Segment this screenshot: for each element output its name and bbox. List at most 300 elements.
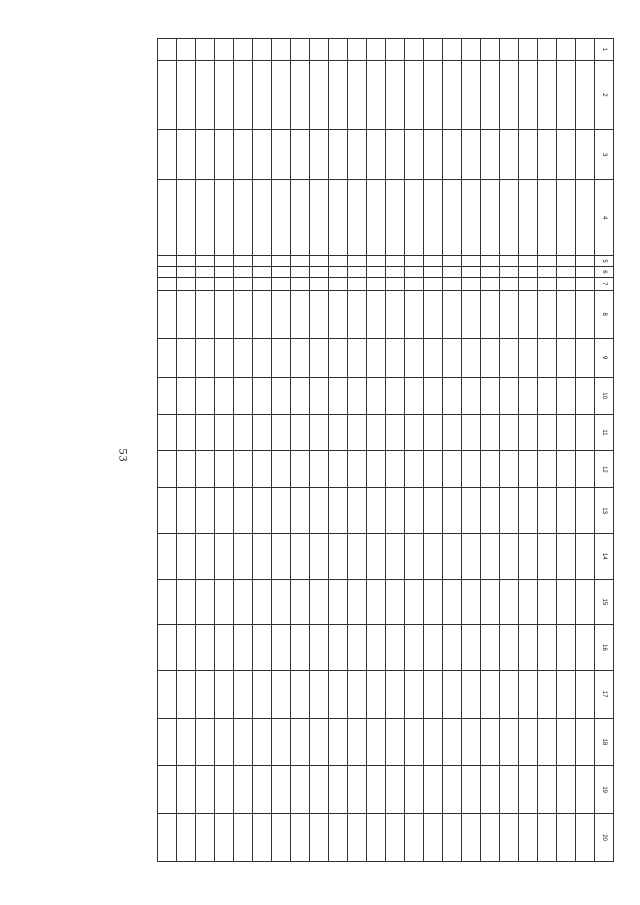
table-cell <box>291 277 310 290</box>
table-cell <box>310 579 329 625</box>
table-cell <box>215 256 234 267</box>
table-cell <box>310 814 329 862</box>
table-cell <box>348 377 367 414</box>
table-cell <box>576 814 595 862</box>
table-cell <box>443 277 462 290</box>
table-cell <box>519 130 538 180</box>
table-cell <box>291 256 310 267</box>
table-cell <box>443 625 462 671</box>
table-cell <box>519 625 538 671</box>
table-cell <box>519 377 538 414</box>
table-cell <box>519 266 538 277</box>
table-cell <box>196 670 215 718</box>
table-cell <box>538 180 557 256</box>
table-cell <box>481 533 500 579</box>
table-cell <box>329 533 348 579</box>
column-number-16: 16 <box>595 625 614 671</box>
table-cell <box>234 414 253 451</box>
table-cell <box>462 625 481 671</box>
table-cell <box>329 625 348 671</box>
table-cell <box>481 814 500 862</box>
table-cell <box>291 338 310 377</box>
table-cell <box>177 377 196 414</box>
table-cell <box>272 488 291 534</box>
table-cell <box>310 625 329 671</box>
table-cell <box>557 266 576 277</box>
table-cell <box>519 451 538 488</box>
table-cell <box>405 377 424 414</box>
table-cell <box>215 39 234 61</box>
table-cell <box>272 266 291 277</box>
table-cell <box>519 488 538 534</box>
table-cell <box>538 414 557 451</box>
table-cell <box>443 414 462 451</box>
table-cell <box>462 266 481 277</box>
table-cell <box>253 290 272 338</box>
table-cell <box>158 718 177 766</box>
table-cell <box>348 338 367 377</box>
table-cell <box>158 533 177 579</box>
column-number-1: 1 <box>595 39 614 61</box>
table-cell <box>253 533 272 579</box>
table-cell <box>519 256 538 267</box>
table-cell <box>443 488 462 534</box>
table-cell <box>348 256 367 267</box>
table-cell <box>386 277 405 290</box>
table-cell <box>500 670 519 718</box>
table-cell <box>158 256 177 267</box>
table-cell <box>481 579 500 625</box>
table-cell <box>462 718 481 766</box>
table-cell <box>500 256 519 267</box>
table-row <box>253 39 272 862</box>
table-cell <box>367 130 386 180</box>
table-cell <box>481 625 500 671</box>
table-cell <box>424 533 443 579</box>
table-cell <box>519 579 538 625</box>
table-cell <box>386 180 405 256</box>
table-cell <box>329 766 348 814</box>
table-cell <box>215 130 234 180</box>
table-cell <box>253 414 272 451</box>
table-cell <box>500 290 519 338</box>
table-cell <box>272 451 291 488</box>
table-cell <box>348 277 367 290</box>
column-number-10: 10 <box>595 377 614 414</box>
table-cell <box>291 414 310 451</box>
table-cell <box>367 766 386 814</box>
table-cell <box>424 814 443 862</box>
table-cell <box>196 338 215 377</box>
table-cell <box>386 670 405 718</box>
table-cell <box>443 718 462 766</box>
table-cell <box>405 718 424 766</box>
table-cell <box>386 814 405 862</box>
table-body <box>158 39 595 862</box>
table-row <box>348 39 367 862</box>
table-cell <box>405 39 424 61</box>
table-row <box>272 39 291 862</box>
table-cell <box>481 377 500 414</box>
table-cell <box>557 180 576 256</box>
table-cell <box>196 625 215 671</box>
column-number-14: 14 <box>595 533 614 579</box>
table-row <box>367 39 386 862</box>
table-cell <box>576 533 595 579</box>
table-cell <box>158 670 177 718</box>
table-cell <box>367 377 386 414</box>
table-cell <box>386 39 405 61</box>
table-cell <box>234 377 253 414</box>
table-cell <box>538 488 557 534</box>
table-cell <box>177 579 196 625</box>
table-cell <box>557 625 576 671</box>
table-cell <box>177 266 196 277</box>
column-number-20: 20 <box>595 814 614 862</box>
table-cell <box>443 130 462 180</box>
table-cell <box>329 414 348 451</box>
table-cell <box>443 39 462 61</box>
table-cell <box>557 39 576 61</box>
table-cell <box>291 60 310 129</box>
table-cell <box>500 625 519 671</box>
table-cell <box>367 625 386 671</box>
table-cell <box>557 277 576 290</box>
table-cell <box>310 377 329 414</box>
column-number-19: 19 <box>595 766 614 814</box>
table-cell <box>310 277 329 290</box>
table-cell <box>177 488 196 534</box>
column-number-18: 18 <box>595 718 614 766</box>
table-cell <box>462 579 481 625</box>
table-cell <box>158 414 177 451</box>
table-cell <box>310 533 329 579</box>
table-cell <box>500 277 519 290</box>
table-cell <box>386 256 405 267</box>
table-cell <box>253 39 272 61</box>
table-cell <box>348 414 367 451</box>
table-cell <box>500 338 519 377</box>
table-cell <box>443 377 462 414</box>
table-cell <box>329 338 348 377</box>
table-cell <box>253 130 272 180</box>
table-cell <box>215 290 234 338</box>
table-cell <box>158 266 177 277</box>
table-cell <box>424 256 443 267</box>
table-cell <box>367 266 386 277</box>
table-cell <box>158 488 177 534</box>
table-cell <box>158 277 177 290</box>
table-cell <box>196 814 215 862</box>
table-cell <box>481 670 500 718</box>
table-cell <box>177 60 196 129</box>
table-cell <box>196 579 215 625</box>
table-cell <box>215 814 234 862</box>
table-cell <box>253 338 272 377</box>
table-cell <box>234 180 253 256</box>
table-cell <box>215 377 234 414</box>
table-cell <box>272 766 291 814</box>
table-cell <box>348 451 367 488</box>
column-number-11: 11 <box>595 414 614 451</box>
table-cell <box>253 377 272 414</box>
table-cell <box>557 766 576 814</box>
table-cell <box>500 180 519 256</box>
table-row <box>329 39 348 862</box>
table-cell <box>272 277 291 290</box>
table-cell <box>367 277 386 290</box>
table-cell <box>576 266 595 277</box>
table-cell <box>462 277 481 290</box>
table-cell <box>310 130 329 180</box>
table-cell <box>405 670 424 718</box>
table-cell <box>519 533 538 579</box>
table-cell <box>177 414 196 451</box>
table-cell <box>386 290 405 338</box>
table-cell <box>291 130 310 180</box>
table-cell <box>272 670 291 718</box>
table-row <box>557 39 576 862</box>
table-cell <box>310 39 329 61</box>
table-cell <box>538 625 557 671</box>
table-cell <box>462 670 481 718</box>
table-cell <box>462 488 481 534</box>
table-cell <box>234 670 253 718</box>
table-cell <box>481 488 500 534</box>
table-cell <box>386 579 405 625</box>
table-cell <box>538 39 557 61</box>
table-cell <box>158 377 177 414</box>
table-cell <box>253 277 272 290</box>
table-cell <box>519 718 538 766</box>
table-cell <box>424 766 443 814</box>
table-cell <box>158 625 177 671</box>
table-cell <box>538 579 557 625</box>
table-cell <box>348 130 367 180</box>
table-cell <box>310 670 329 718</box>
table-cell <box>310 766 329 814</box>
table-cell <box>424 290 443 338</box>
table-cell <box>538 60 557 129</box>
table-cell <box>424 338 443 377</box>
table-cell <box>177 718 196 766</box>
table-cell <box>500 414 519 451</box>
table-cell <box>386 130 405 180</box>
table-row <box>215 39 234 862</box>
table-cell <box>576 39 595 61</box>
table-cell <box>519 670 538 718</box>
table-cell <box>557 488 576 534</box>
table-cell <box>424 670 443 718</box>
table-cell <box>557 814 576 862</box>
table-cell <box>329 290 348 338</box>
table-cell <box>405 338 424 377</box>
table-cell <box>253 579 272 625</box>
table-cell <box>253 256 272 267</box>
table-cell <box>500 130 519 180</box>
table-cell <box>291 670 310 718</box>
table-cell <box>538 130 557 180</box>
table-cell <box>329 718 348 766</box>
table-cell <box>481 256 500 267</box>
table-cell <box>519 180 538 256</box>
table-cell <box>405 579 424 625</box>
column-number-13: 13 <box>595 488 614 534</box>
table-row <box>234 39 253 862</box>
table-cell <box>500 60 519 129</box>
table-cell <box>234 579 253 625</box>
table-cell <box>177 533 196 579</box>
table-cell <box>158 579 177 625</box>
table-cell <box>253 670 272 718</box>
table-cell <box>576 488 595 534</box>
table-cell <box>405 130 424 180</box>
table-cell <box>576 60 595 129</box>
table-cell <box>424 488 443 534</box>
table-cell <box>234 256 253 267</box>
table-cell <box>538 338 557 377</box>
table-cell <box>272 338 291 377</box>
table-cell <box>443 290 462 338</box>
table-cell <box>557 290 576 338</box>
table-cell <box>215 533 234 579</box>
column-number-7: 7 <box>595 277 614 290</box>
table-cell <box>481 277 500 290</box>
table-cell <box>424 180 443 256</box>
table-cell <box>310 414 329 451</box>
table-cell <box>443 338 462 377</box>
table-cell <box>367 488 386 534</box>
table-cell <box>443 180 462 256</box>
table-cell <box>196 39 215 61</box>
table-cell <box>253 718 272 766</box>
table-cell <box>519 338 538 377</box>
table-cell <box>500 451 519 488</box>
table-cell <box>367 814 386 862</box>
table-cell <box>158 290 177 338</box>
table-cell <box>367 338 386 377</box>
table-cell <box>272 579 291 625</box>
table-cell <box>253 180 272 256</box>
table-cell <box>481 290 500 338</box>
table-cell <box>253 625 272 671</box>
table-cell <box>443 533 462 579</box>
table-cell <box>310 60 329 129</box>
table-cell <box>462 377 481 414</box>
table-row <box>500 39 519 862</box>
table-cell <box>538 670 557 718</box>
table-cell <box>386 451 405 488</box>
table-cell <box>424 39 443 61</box>
table-cell <box>405 414 424 451</box>
table-cell <box>424 377 443 414</box>
table-cell <box>443 60 462 129</box>
table-cell <box>557 670 576 718</box>
table-cell <box>538 266 557 277</box>
table-cell <box>291 180 310 256</box>
table-cell <box>462 533 481 579</box>
table-cell <box>348 266 367 277</box>
table-cell <box>576 718 595 766</box>
table-cell <box>443 266 462 277</box>
table-cell <box>291 290 310 338</box>
table-cell <box>424 130 443 180</box>
table-row <box>386 39 405 862</box>
table-cell <box>329 579 348 625</box>
table-cell <box>386 377 405 414</box>
table-cell <box>481 414 500 451</box>
table-cell <box>234 290 253 338</box>
table-cell <box>177 451 196 488</box>
table-cell <box>481 39 500 61</box>
table-cell <box>329 130 348 180</box>
table-cell <box>215 180 234 256</box>
table-cell <box>367 180 386 256</box>
table-cell <box>405 60 424 129</box>
table-cell <box>405 256 424 267</box>
table-row <box>177 39 196 862</box>
table-row <box>310 39 329 862</box>
table-cell <box>462 414 481 451</box>
table-cell <box>405 277 424 290</box>
table-cell <box>481 180 500 256</box>
table-cell <box>481 266 500 277</box>
table-cell <box>234 266 253 277</box>
table-cell <box>329 256 348 267</box>
table-cell <box>500 377 519 414</box>
table-cell <box>348 180 367 256</box>
table-cell <box>329 266 348 277</box>
table-cell <box>424 414 443 451</box>
table-cell <box>386 414 405 451</box>
table-cell <box>443 579 462 625</box>
table-cell <box>234 277 253 290</box>
table-cell <box>576 130 595 180</box>
table-cell <box>424 266 443 277</box>
column-number-6: 6 <box>595 266 614 277</box>
table-cell <box>576 256 595 267</box>
table-cell <box>576 414 595 451</box>
table-cell <box>196 60 215 129</box>
table-cell <box>462 814 481 862</box>
table-cell <box>424 60 443 129</box>
table-cell <box>405 814 424 862</box>
table-row <box>424 39 443 862</box>
table-cell <box>196 277 215 290</box>
table-cell <box>177 625 196 671</box>
table-cell <box>576 290 595 338</box>
table-cell <box>158 451 177 488</box>
table-cell <box>519 39 538 61</box>
table-cell <box>367 718 386 766</box>
table-cell <box>443 451 462 488</box>
table-cell <box>253 451 272 488</box>
table-cell <box>576 338 595 377</box>
table-row <box>538 39 557 862</box>
table-cell <box>310 290 329 338</box>
table-cell <box>196 414 215 451</box>
table-cell <box>272 60 291 129</box>
table-cell <box>329 180 348 256</box>
table-cell <box>500 39 519 61</box>
table-cell <box>158 338 177 377</box>
column-number-2: 2 <box>595 60 614 129</box>
table-cell <box>557 579 576 625</box>
table-cell <box>519 290 538 338</box>
column-number-15: 15 <box>595 579 614 625</box>
table-cell <box>329 814 348 862</box>
table-cell <box>538 290 557 338</box>
